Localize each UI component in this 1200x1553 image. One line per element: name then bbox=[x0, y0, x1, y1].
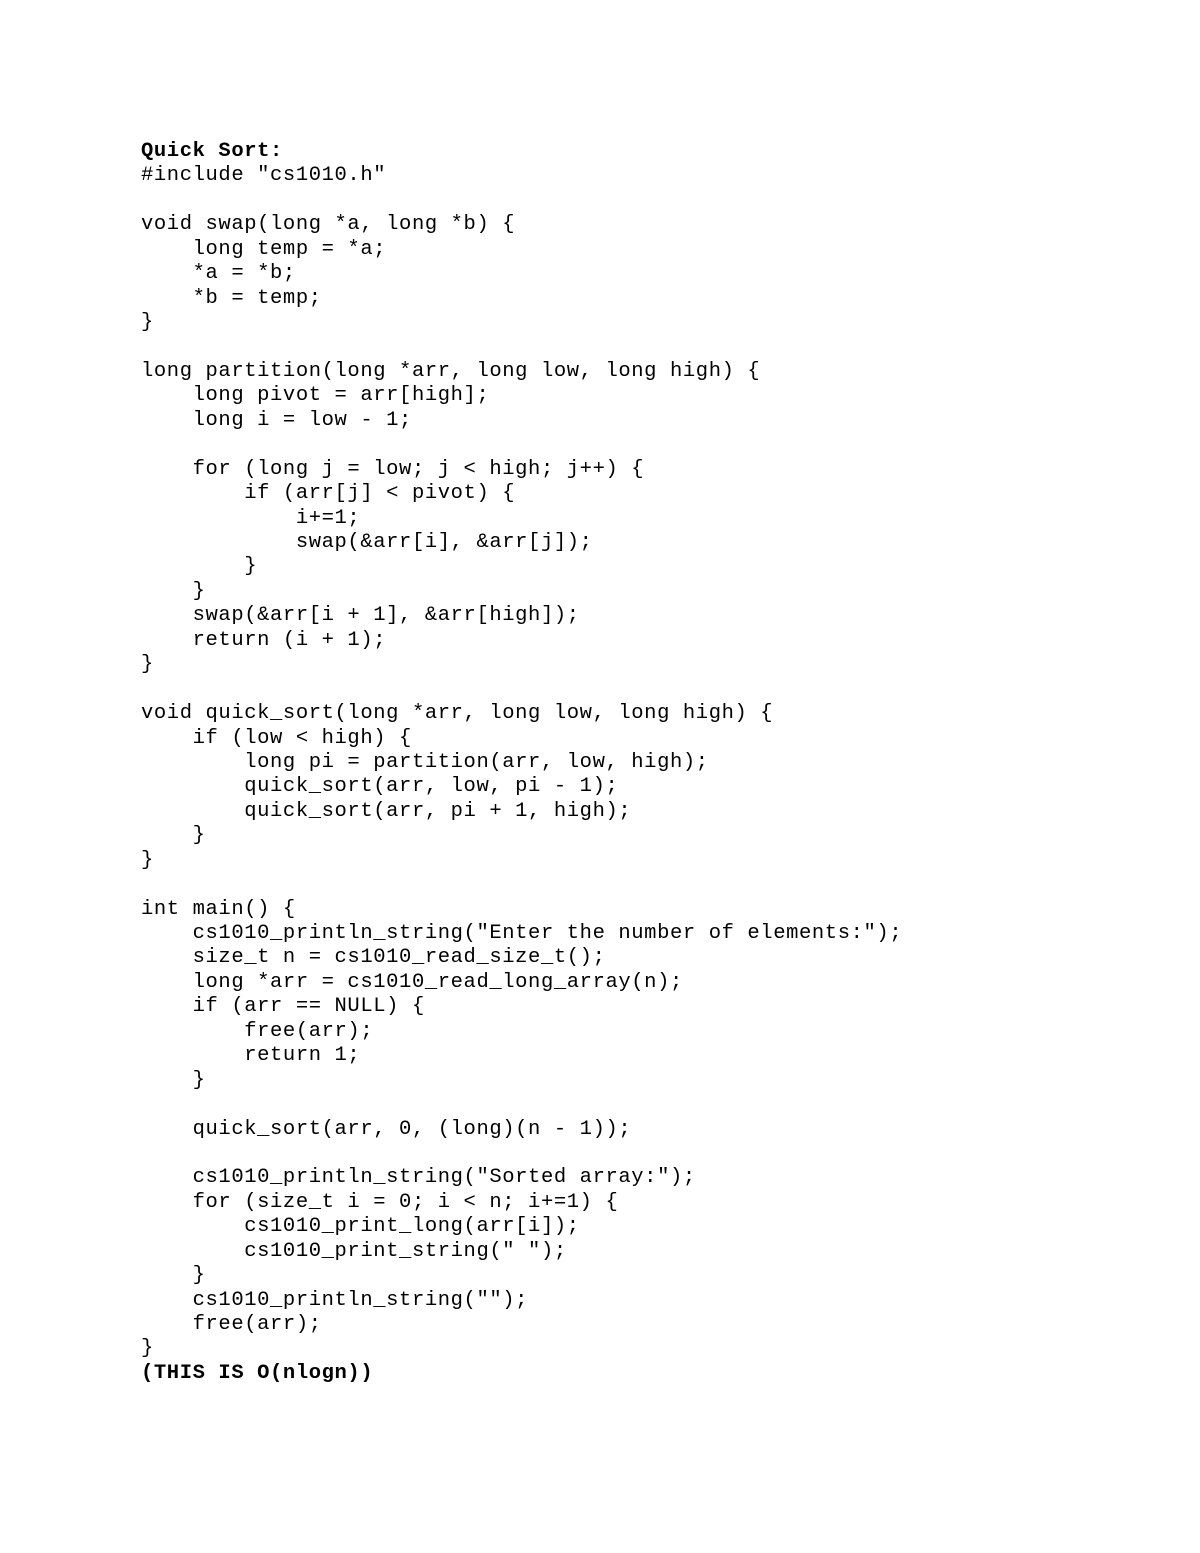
document-heading: Quick Sort: bbox=[141, 140, 283, 163]
code-line: } bbox=[141, 848, 154, 872]
code-line: swap(&arr[i], &arr[j]); bbox=[141, 531, 593, 554]
code-line: cs1010_println_string("Sorted array:"); bbox=[141, 1166, 696, 1190]
code-block bbox=[141, 164, 1141, 1361]
code-line: size_t n = cs1010_read_size_t(); bbox=[141, 946, 606, 970]
code-line: swap(&arr[i + 1], &arr[high]); bbox=[141, 604, 580, 628]
code-line: return (i + 1); bbox=[141, 628, 387, 652]
code-line: #include "cs1010.h" bbox=[141, 164, 387, 188]
code-line: quick_sort(arr, low, pi - 1); bbox=[141, 775, 619, 799]
code-line: } bbox=[141, 1337, 154, 1361]
code-line: long pivot = arr[high]; bbox=[141, 384, 490, 408]
complexity-note: (THIS IS O(nlogn)) bbox=[141, 1361, 374, 1385]
code-line: cs1010_println_string(""); bbox=[141, 1288, 529, 1312]
code-line: if (arr == NULL) { bbox=[141, 995, 425, 1019]
code-line bbox=[141, 433, 1141, 457]
code-line: long temp = *a; bbox=[141, 237, 387, 261]
code-line: cs1010_print_string(" "); bbox=[141, 1239, 567, 1263]
code-line: *b = temp; bbox=[141, 286, 322, 310]
code-line: *a = *b; bbox=[141, 262, 296, 286]
code-line: } bbox=[141, 579, 206, 603]
code-line: void swap(long *a, long *b) { bbox=[141, 213, 516, 237]
code-line: long i = low - 1; bbox=[141, 408, 412, 432]
code-line: } bbox=[141, 824, 206, 848]
document-content bbox=[141, 140, 1141, 1386]
code-line: int main() { bbox=[141, 897, 296, 921]
code-line: } bbox=[141, 311, 154, 335]
code-line: free(arr); bbox=[141, 1313, 322, 1336]
code-line: for (long j = low; j < high; j++) { bbox=[141, 457, 645, 481]
code-line: for (size_t i = 0; i < n; i+=1) { bbox=[141, 1190, 619, 1214]
code-line: long pi = partition(arr, low, high); bbox=[141, 750, 709, 774]
code-line bbox=[141, 1093, 1141, 1117]
code-line: void quick_sort(long *arr, long low, long high) { bbox=[141, 702, 774, 726]
code-line: } bbox=[141, 653, 154, 677]
code-line: if (low < high) { bbox=[141, 726, 412, 750]
code-line bbox=[141, 873, 1141, 897]
code-line: quick_sort(arr, pi + 1, high); bbox=[141, 799, 632, 823]
code-line bbox=[141, 189, 1141, 213]
code-line: } bbox=[141, 1068, 206, 1092]
code-line: cs1010_print_long(arr[i]); bbox=[141, 1215, 580, 1239]
code-line bbox=[141, 336, 1141, 360]
code-line: i+=1; bbox=[141, 506, 361, 530]
code-line: } bbox=[141, 555, 258, 579]
code-line: return 1; bbox=[141, 1044, 361, 1068]
code-line: } bbox=[141, 1264, 206, 1288]
code-line bbox=[141, 1142, 1141, 1166]
code-line: long partition(long *arr, long low, long high) { bbox=[141, 359, 761, 383]
code-line: quick_sort(arr, 0, (long)(n - 1)); bbox=[141, 1117, 632, 1141]
code-line bbox=[141, 678, 1141, 702]
code-line: free(arr); bbox=[141, 1019, 374, 1043]
code-line: if (arr[j] < pivot) { bbox=[141, 482, 516, 506]
code-line: long *arr = cs1010_read_long_array(n); bbox=[141, 970, 683, 994]
code-line: cs1010_println_string("Enter the number of elements:"); bbox=[141, 922, 903, 945]
